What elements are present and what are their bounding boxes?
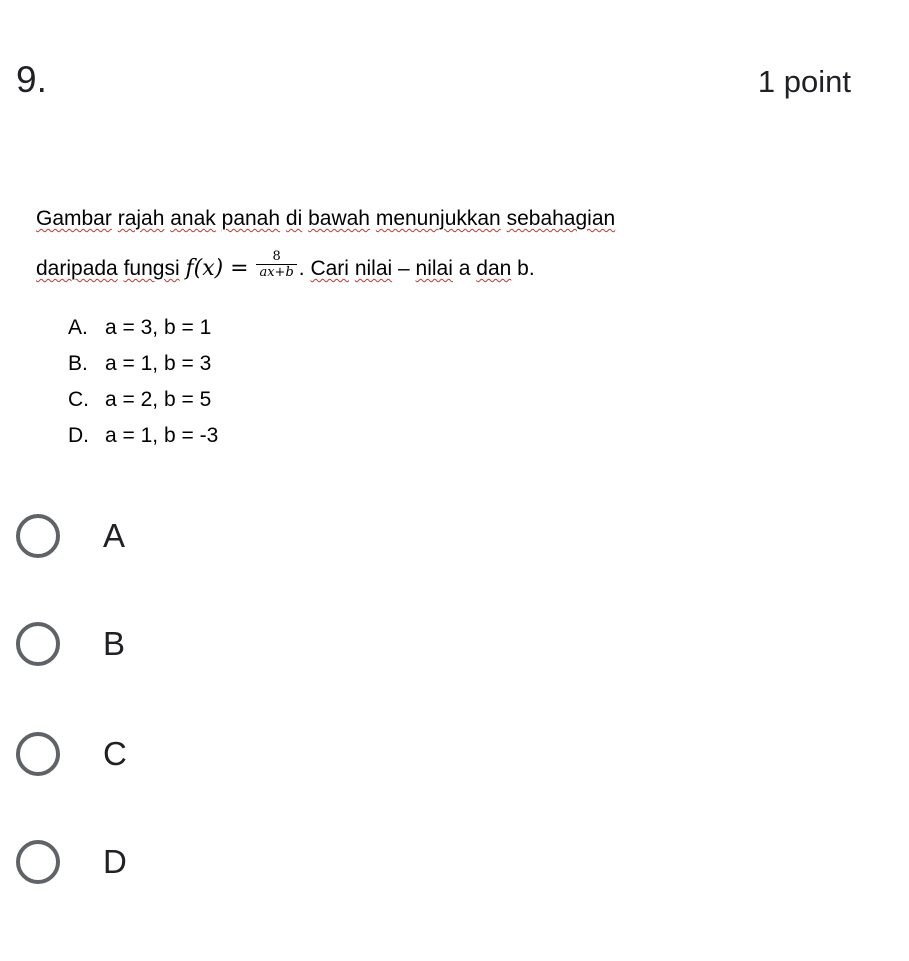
question-line-1 [36,206,615,232]
radio-unchecked-icon[interactable] [16,514,60,558]
option-text: a = 2, b = 5 [105,388,212,411]
word: Cari [310,257,349,281]
choice-b[interactable] [16,619,125,669]
word: – [398,257,410,281]
question-options-list [68,310,218,454]
word: di [285,207,303,230]
question-number: 9. [16,59,47,100]
word: b. [517,257,535,281]
word: sebahagian [506,207,616,230]
choice-label[interactable]: C [103,735,127,772]
choice-c[interactable] [16,729,127,779]
word: daripada [36,257,118,281]
fraction-period: . [298,257,305,281]
word: fungsi [123,257,180,281]
fraction [256,250,296,281]
word: bawah [308,207,370,230]
option-letter: D. [68,424,89,447]
word: rajah [117,207,165,230]
function-lhs: f(x) = [185,256,249,282]
word: panah [221,207,281,230]
radio-unchecked-icon[interactable] [16,622,60,666]
word: dan [476,257,512,281]
word: nilai [354,257,393,281]
option-text: a = 1, b = 3 [105,352,212,375]
question-option [68,346,218,382]
option-text: a = 3, b = 1 [105,316,212,339]
option-letter: A. [68,316,88,339]
fraction-numerator: 8 [256,250,296,265]
question-points: 1 point [757,64,851,99]
word: Gambar [36,207,112,230]
option-letter: B. [68,352,88,375]
question-image [36,198,856,458]
choice-label[interactable]: B [103,625,126,662]
choice-d[interactable] [16,837,127,887]
choice-label[interactable]: A [103,517,126,554]
choice-a[interactable] [16,511,125,561]
question-option [68,382,218,418]
question-option [68,310,218,346]
word: anak [170,207,216,230]
question-line-2 [36,249,535,285]
fraction-denominator: ax+b [259,265,294,280]
word: a [458,257,471,281]
radio-unchecked-icon[interactable] [16,732,60,776]
word: menunjukkan [375,207,501,230]
radio-unchecked-icon[interactable] [16,840,60,884]
option-letter: C. [68,388,89,411]
option-text: a = 1, b = -3 [105,424,219,447]
word: nilai [415,257,453,281]
question-option [68,418,218,454]
choice-label[interactable]: D [103,843,127,880]
